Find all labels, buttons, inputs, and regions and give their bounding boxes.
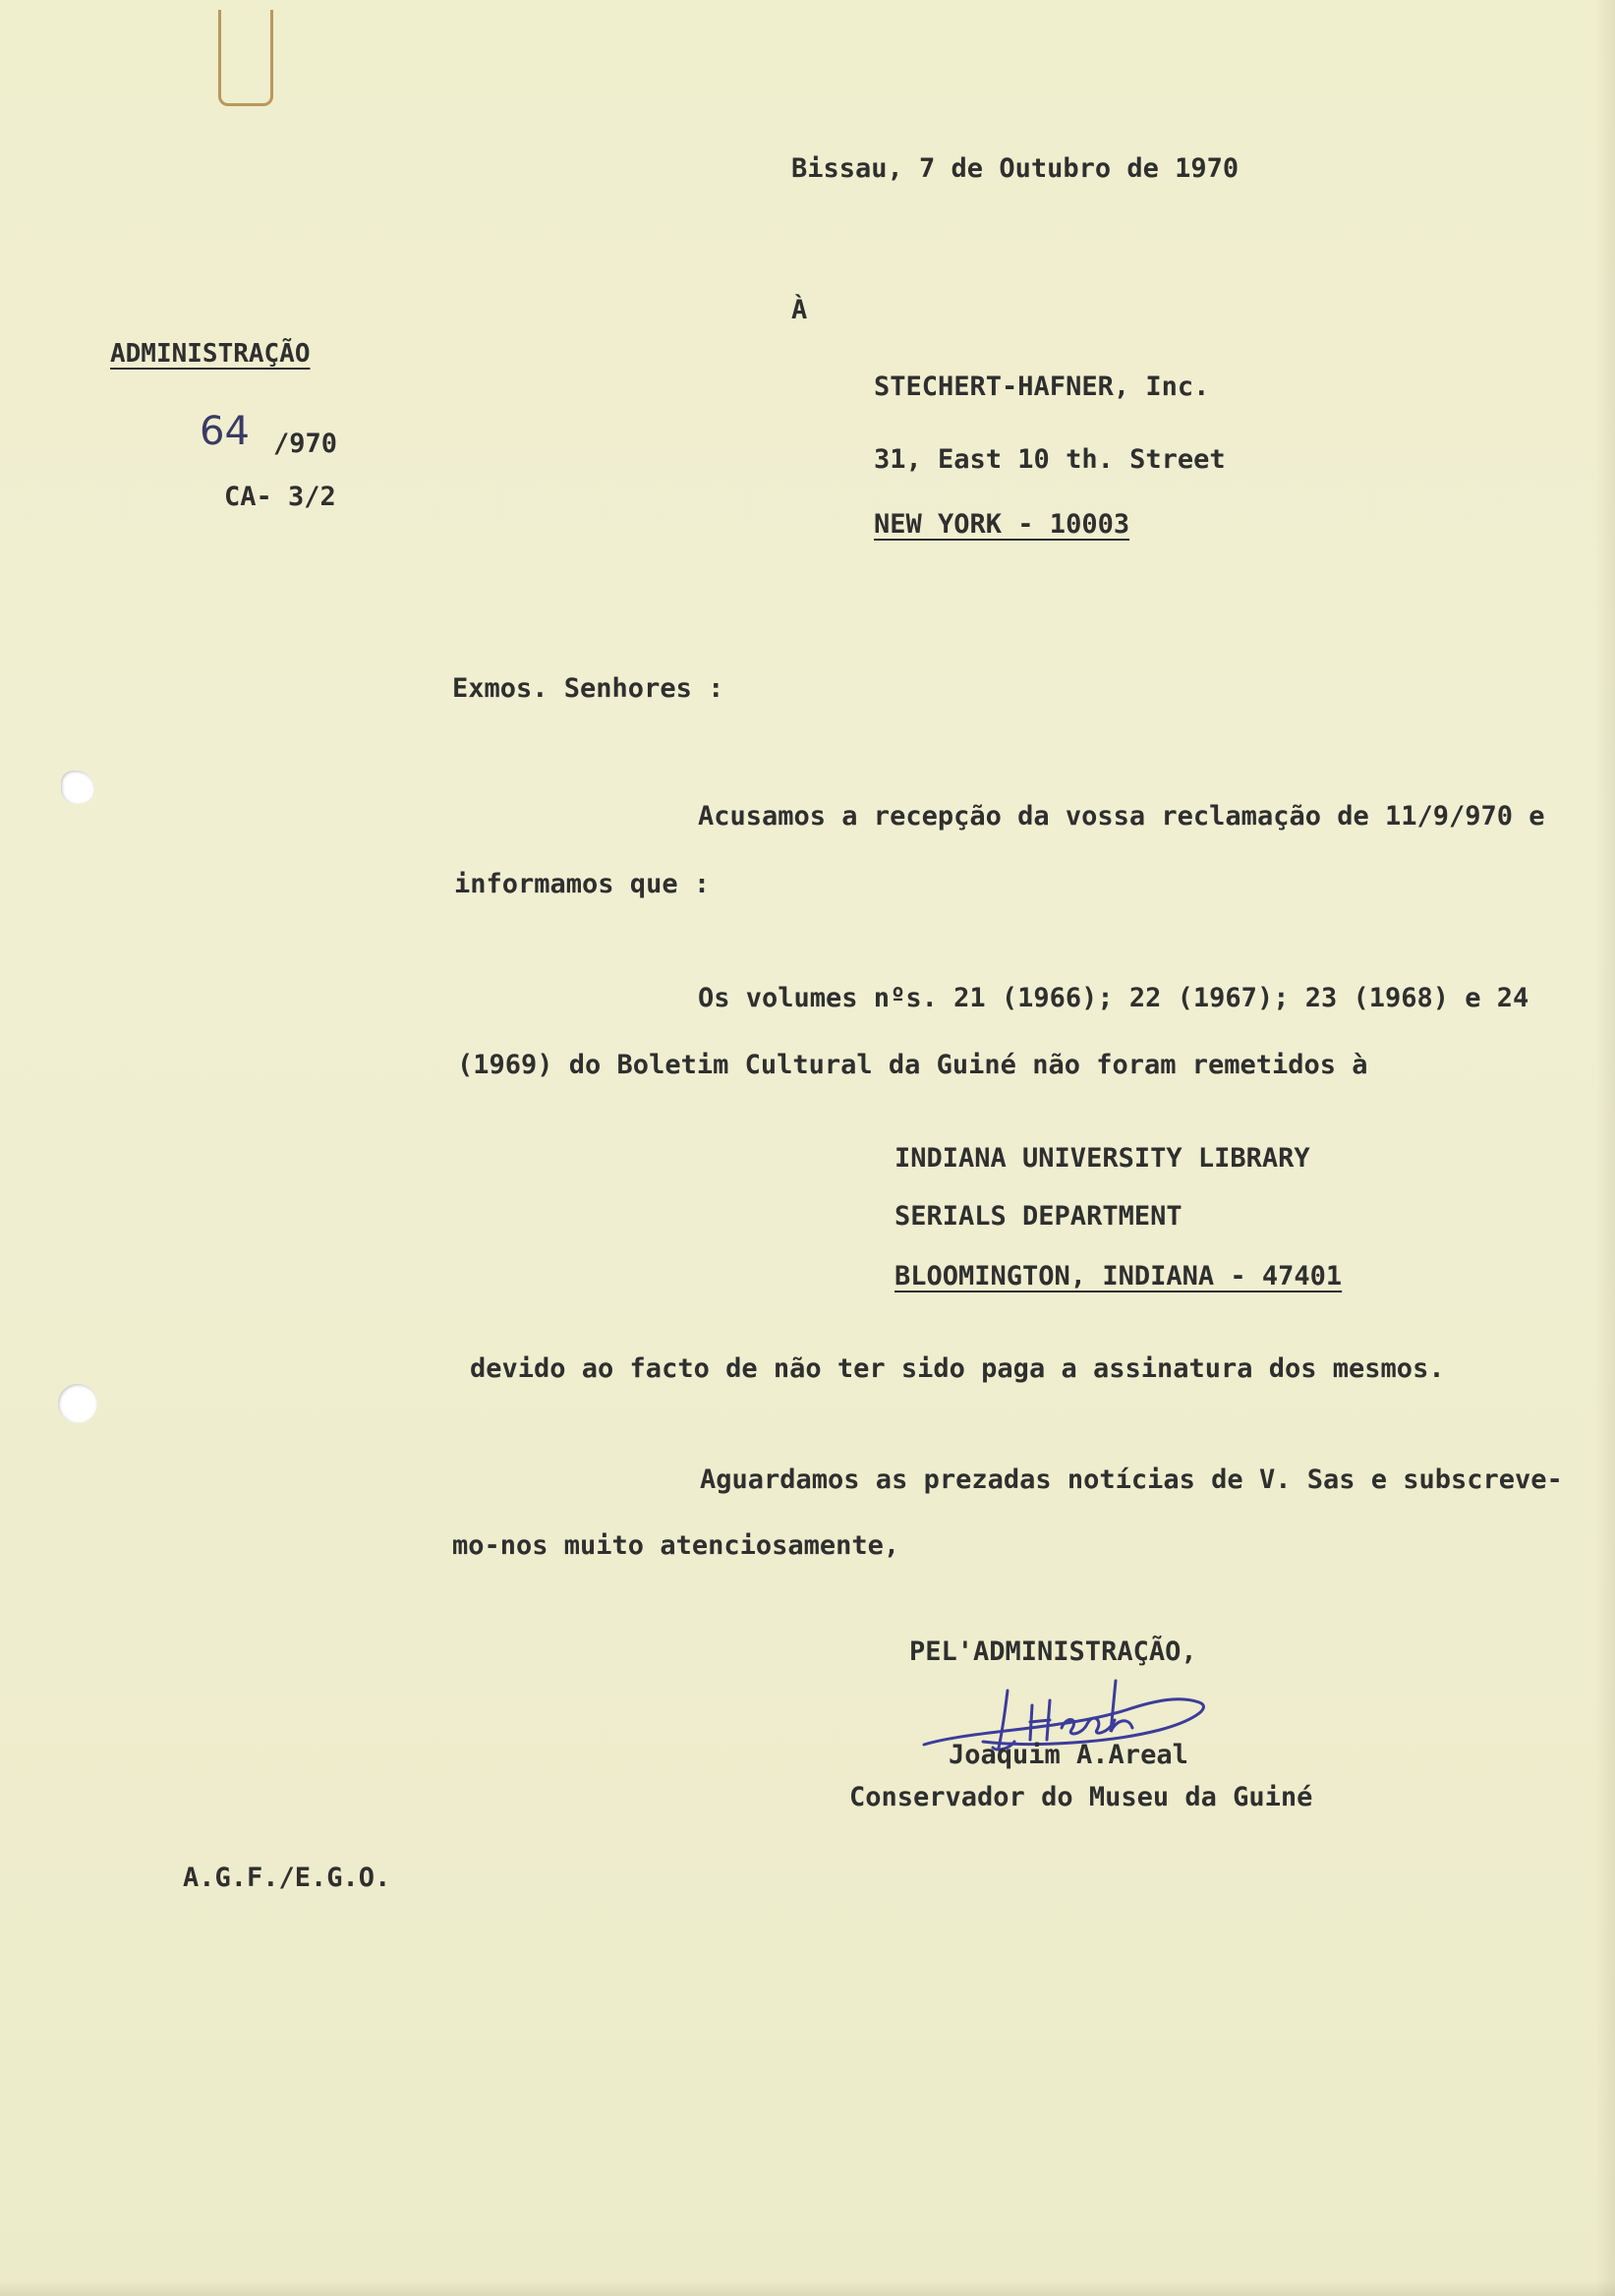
reference-number-handwritten: 64 [200,409,250,454]
letter-date: Bissau, 7 de Outubro de 1970 [791,153,1240,184]
closing-on-behalf: PEL'ADMINISTRAÇÃO, [909,1636,1197,1667]
punch-hole-top [61,771,94,804]
paragraph-2-line-1: Os volumes nºs. 21 (1966); 22 (1967); 23 (1968) e 24 [698,983,1529,1013]
recipient-marker: À [791,295,808,325]
paragraph-4-line-1: Aguardamos as prezadas notícias de V. Sas e subscreve- [700,1464,1563,1495]
staple-mark [218,10,273,106]
library-name: INDIANA UNIVERSITY LIBRARY [894,1143,1310,1174]
reference-code: CA- 3/2 [224,482,336,512]
punch-hole-bottom [58,1384,97,1423]
page-bottom-edge [0,2280,1615,2296]
library-department: SERIALS DEPARTMENT [894,1201,1182,1232]
paragraph-3: devido ao facto de não ter sido paga a assinatura dos mesmos. [470,1353,1445,1384]
signer-name: Joaquim A.Areal [949,1740,1188,1770]
department-heading: ADMINISTRAÇÃO [110,339,311,369]
typist-initials: A.G.F./E.G.O. [183,1863,391,1893]
paragraph-2-line-2: (1969) do Boletim Cultural da Guiné não foram remetidos à [457,1050,1368,1080]
signer-title: Conservador do Museu da Guiné [849,1782,1313,1812]
paragraph-1-line-2: informamos que : [454,869,711,899]
recipient-street: 31, East 10 th. Street [874,444,1226,475]
paragraph-1-line-1: Acusamos a recepção da vossa reclamação de 11/9/970 e [698,801,1545,832]
library-city: BLOOMINGTON, INDIANA - 47401 [894,1261,1343,1292]
salutation: Exmos. Senhores : [452,673,724,704]
recipient-name: STECHERT-HAFNER, Inc. [874,372,1210,402]
recipient-city: NEW YORK - 10003 [874,509,1130,540]
reference-number-year: /970 [273,429,338,459]
page-edge-shadow [1595,0,1615,2296]
paragraph-4-line-2: mo-nos muito atenciosamente, [452,1530,900,1561]
